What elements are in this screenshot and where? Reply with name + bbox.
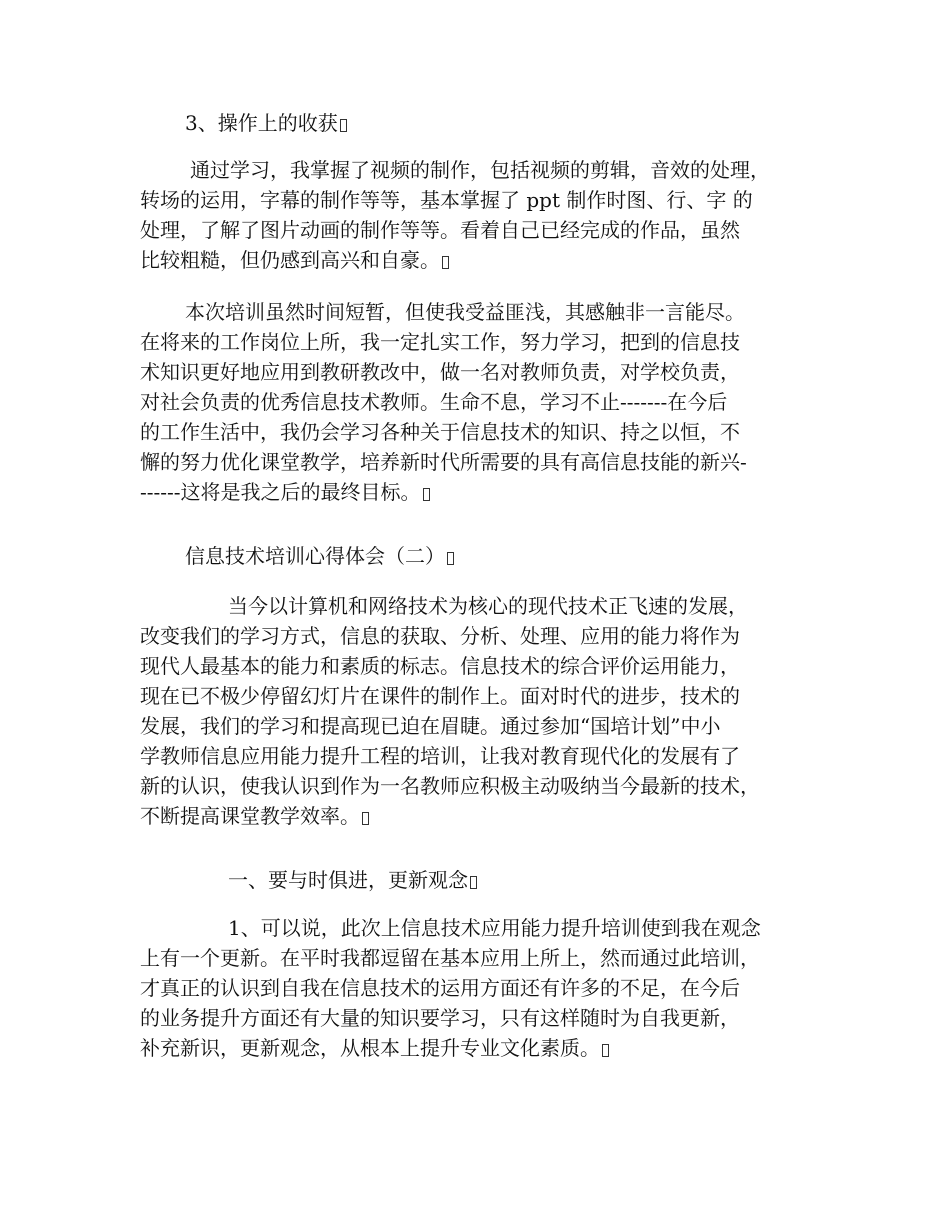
paragraph-mark-icon — [470, 876, 477, 889]
heading-text: 一、要与时俱进，更新观念 — [228, 868, 468, 892]
paragraph-mark-icon — [423, 488, 430, 501]
paragraph-mark-icon — [362, 812, 369, 825]
paragraph-mark-icon — [442, 256, 449, 269]
text-line: 补充新识，更新观念，从根本上提升专业文化素质。 — [140, 1036, 600, 1060]
text-line: 现代人最基本的能力和素质的标志。信息技术的综合评价运用能力， — [140, 654, 740, 678]
text-line: 的工作生活中，我仍会学习各种关于信息技术的知识、持之以恒，不 — [140, 420, 740, 444]
paragraph-operation-gains — [140, 155, 840, 275]
text-line: 当今以计算机和网络技术为核心的现代技术正飞速的发展， — [228, 594, 748, 618]
text-line: 上有一个更新。在平时我都逗留在基本应用上所上，然而通过此培训， — [140, 946, 760, 970]
paragraph-mark-icon — [340, 119, 347, 132]
text-line: 现在已不极少停留幻灯片在课件的制作上。面对时代的进步，技术的 — [140, 684, 740, 708]
text-line: 比较粗糙，但仍感到高兴和自豪。 — [140, 248, 440, 272]
text-line: 通过学习，我掌握了视频的制作，包括视频的剪辑，音效的处理， — [190, 158, 770, 182]
text-line: 改变我们的学习方式，信息的获取、分析、处理、应用的能力将作为 — [140, 624, 740, 648]
text-line: 对社会负责的优秀信息技术教师。生命不息，学习不止-------在今后 — [140, 390, 728, 414]
text-line: 本次培训虽然时间短暂，但使我受益匪浅，其感触非一言能尽。 — [185, 300, 745, 324]
text-line: 处理，了解了图片动画的制作等等。看着自己已经完成的作品，虽然 — [140, 218, 740, 242]
document-title-part-2 — [140, 541, 840, 571]
text-line: 术知识更好地应用到教研教改中，做一名对教师负责，对学校负责， — [140, 360, 740, 384]
heading-text: 3、操作上的收获 — [185, 111, 338, 135]
section-heading-one — [140, 865, 840, 895]
text-line: 的业务提升方面还有大量的知识要学习，只有这样随时为自我更新， — [140, 1006, 740, 1030]
text-line: 不断提高课堂教学效率。 — [140, 804, 360, 828]
text-line: ------这将是我之后的最终目标。 — [140, 480, 421, 504]
paragraph-mark-icon — [602, 1044, 609, 1057]
paragraph-introduction — [140, 591, 840, 831]
text-line: 1、可以说，此次上信息技术应用能力提升培训使到我在观念 — [228, 916, 761, 940]
paragraph-point-1 — [140, 913, 840, 1063]
section-heading-3 — [140, 108, 840, 138]
text-line: 新的认识，使我认识到作为一名教师应积极主动吸纳当今最新的技术， — [140, 774, 760, 798]
text-line: 发展，我们的学习和提高现已迫在眉睫。通过参加“国培计划”中小 — [140, 714, 721, 738]
title-text: 信息技术培训心得体会（二） — [185, 544, 445, 568]
text-line: 学教师信息应用能力提升工程的培训，让我对教育现代化的发展有了 — [140, 744, 740, 768]
text-line: 在将来的工作岗位上所，我一定扎实工作，努力学习，把到的信息技 — [140, 330, 740, 354]
paragraph-mark-icon — [447, 552, 454, 565]
paragraph-training-summary — [140, 297, 840, 507]
text-line: 才真正的认识到自我在信息技术的运用方面还有许多的不足，在今后 — [140, 976, 740, 1000]
text-line: 懈的努力优化课堂教学，培养新时代所需要的具有高信息技能的新兴- — [140, 450, 747, 474]
text-line: 转场的运用，字幕的制作等等，基本掌握了 ppt 制作时图、行、字 的 — [140, 188, 753, 212]
